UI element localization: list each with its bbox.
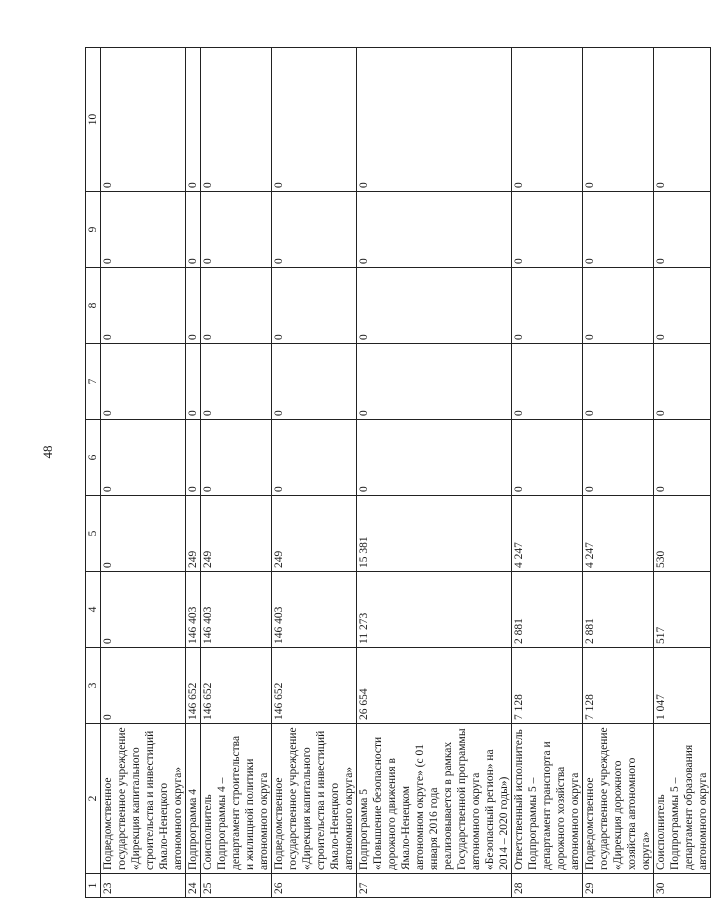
- row-name: Подпрограмма 5 «Повышение безопасности дорожного движения в Ямало-Ненецком автономном округе» (с 01 января 2016 года реализовывается в рамках Государственной программы автономного округа «Безопасный регион» на 2014 – 2020 годы»): [357, 724, 512, 874]
- header-cell: 4: [86, 572, 101, 648]
- table-row: [357, 48, 512, 898]
- row-name: Соисполнитель Подпрограммы 5 – департамент образования автономного округа: [654, 724, 711, 874]
- cell-col10: 0: [101, 48, 186, 192]
- cell-col9: 0: [186, 192, 201, 268]
- cell-col10: 0: [512, 48, 583, 192]
- cell-col3: 146 652: [201, 648, 272, 724]
- cell-col8: 0: [101, 268, 186, 344]
- cell-col10: 0: [186, 48, 201, 192]
- table-row: [654, 48, 711, 898]
- rotated-table-frame: [85, 48, 709, 898]
- cell-col9: 0: [512, 192, 583, 268]
- cell-col4: 0: [101, 572, 186, 648]
- cell-col10: 0: [357, 48, 512, 192]
- cell-col5: 4 247: [583, 496, 654, 572]
- cell-col10: 0: [201, 48, 272, 192]
- budget-table: [85, 47, 711, 898]
- cell-col6: 0: [357, 420, 512, 496]
- cell-col7: 0: [512, 344, 583, 420]
- cell-col4: 2 881: [512, 572, 583, 648]
- cell-col6: 0: [101, 420, 186, 496]
- cell-col9: 0: [101, 192, 186, 268]
- row-number: 30: [654, 874, 711, 898]
- cell-col6: 0: [272, 420, 357, 496]
- cell-col6: 0: [654, 420, 711, 496]
- cell-col4: 146 403: [201, 572, 272, 648]
- cell-col5: 0: [101, 496, 186, 572]
- cell-col10: 0: [272, 48, 357, 192]
- cell-col5: 15 381: [357, 496, 512, 572]
- page-number: 48: [40, 445, 55, 459]
- cell-col3: 7 128: [512, 648, 583, 724]
- cell-col5: 249: [201, 496, 272, 572]
- cell-col6: 0: [512, 420, 583, 496]
- table-row: [583, 48, 654, 898]
- table-row: [512, 48, 583, 898]
- cell-col9: 0: [583, 192, 654, 268]
- row-name: Подведомственное государственное учреждение «Дирекция капитального строительства и инвестиций Ямало-Ненецкого автономного округа»: [272, 724, 357, 874]
- table-row: [272, 48, 357, 898]
- cell-col4: 11 273: [357, 572, 512, 648]
- cell-col8: 0: [272, 268, 357, 344]
- cell-col8: 0: [201, 268, 272, 344]
- cell-col7: 0: [201, 344, 272, 420]
- table-row: [201, 48, 272, 898]
- header-cell: 2: [86, 724, 101, 874]
- header-cell: 10: [86, 48, 101, 192]
- row-number: 25: [201, 874, 272, 898]
- row-number: 29: [583, 874, 654, 898]
- cell-col6: 0: [201, 420, 272, 496]
- row-number: 27: [357, 874, 512, 898]
- row-number: 23: [101, 874, 186, 898]
- cell-col5: 4 247: [512, 496, 583, 572]
- cell-col3: 1 047: [654, 648, 711, 724]
- cell-col4: 2 881: [583, 572, 654, 648]
- cell-col9: 0: [272, 192, 357, 268]
- header-cell: 7: [86, 344, 101, 420]
- cell-col3: 146 652: [272, 648, 357, 724]
- table-row: [186, 48, 201, 898]
- cell-col8: 0: [357, 268, 512, 344]
- cell-col8: 0: [654, 268, 711, 344]
- cell-col3: 0: [101, 648, 186, 724]
- header-cell: 1: [86, 874, 101, 898]
- cell-col10: 0: [654, 48, 711, 192]
- cell-col3: 26 654: [357, 648, 512, 724]
- header-cell: 3: [86, 648, 101, 724]
- header-cell: 8: [86, 268, 101, 344]
- cell-col7: 0: [186, 344, 201, 420]
- row-name: Ответственный исполнитель Подпрограммы 5 – департамент транспорта и дорожного хозяйства автономного округа: [512, 724, 583, 874]
- cell-col4: 517: [654, 572, 711, 648]
- cell-col5: 249: [186, 496, 201, 572]
- header-row: [86, 48, 101, 898]
- cell-col4: 146 403: [272, 572, 357, 648]
- cell-col9: 0: [357, 192, 512, 268]
- cell-col9: 0: [654, 192, 711, 268]
- cell-col7: 0: [272, 344, 357, 420]
- cell-col7: 0: [357, 344, 512, 420]
- header-cell: 9: [86, 192, 101, 268]
- cell-col7: 0: [101, 344, 186, 420]
- cell-col3: 7 128: [583, 648, 654, 724]
- header-cell: 5: [86, 496, 101, 572]
- cell-col10: 0: [583, 48, 654, 192]
- row-name: Подведомственное государственное учреждение «Дирекция дорожного хозяйства автономного округа»: [583, 724, 654, 874]
- cell-col5: 249: [272, 496, 357, 572]
- cell-col8: 0: [186, 268, 201, 344]
- cell-col8: 0: [512, 268, 583, 344]
- cell-col8: 0: [583, 268, 654, 344]
- header-cell: 6: [86, 420, 101, 496]
- row-number: 28: [512, 874, 583, 898]
- cell-col6: 0: [583, 420, 654, 496]
- row-name: Подпрограмма 4: [186, 724, 201, 874]
- row-number: 24: [186, 874, 201, 898]
- table-row: [101, 48, 186, 898]
- cell-col9: 0: [201, 192, 272, 268]
- row-name: Соисполнитель Подпрограммы 4 – департамент строительства и жилищной политики автономного округа: [201, 724, 272, 874]
- cell-col3: 146 652: [186, 648, 201, 724]
- row-number: 26: [272, 874, 357, 898]
- cell-col7: 0: [654, 344, 711, 420]
- row-name: Подведомственное государственное учреждение «Дирекция капитального строительства и инвестиций Ямало-Ненецкого автономного округа»: [101, 724, 186, 874]
- cell-col5: 530: [654, 496, 711, 572]
- cell-col6: 0: [186, 420, 201, 496]
- cell-col7: 0: [583, 344, 654, 420]
- cell-col4: 146 403: [186, 572, 201, 648]
